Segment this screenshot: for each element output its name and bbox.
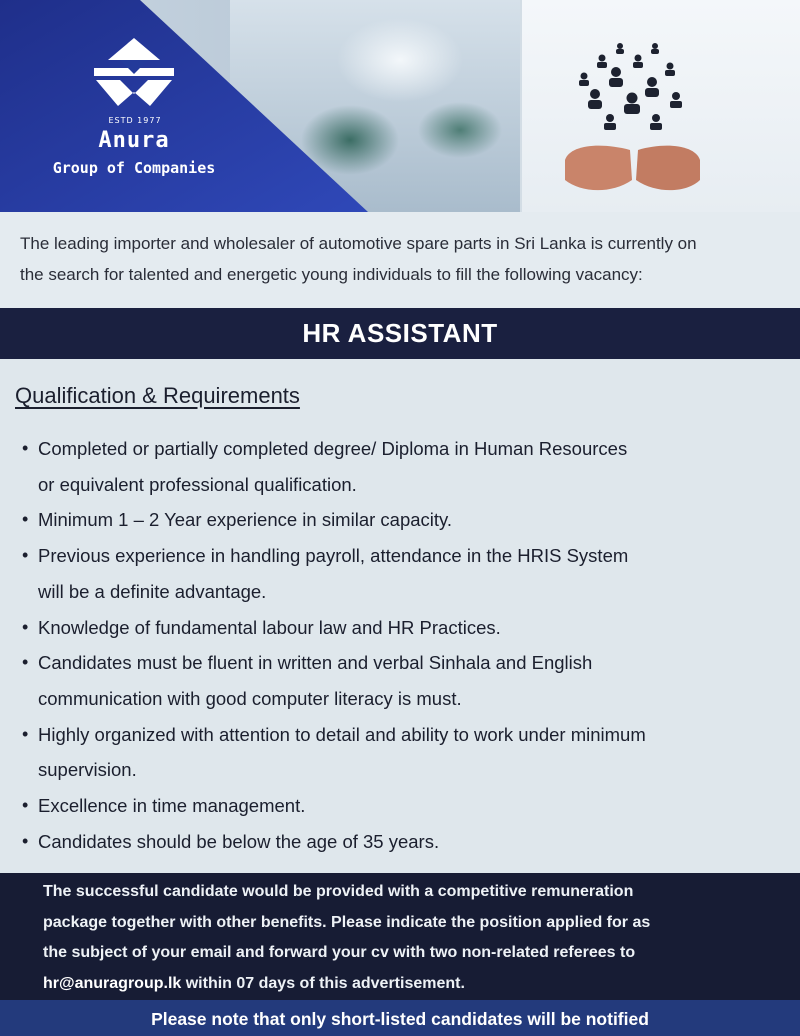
people-network-icon: [570, 38, 690, 138]
requirement-line: • Minimum 1 – 2 Year experience in similar capacity.: [38, 509, 453, 531]
requirement-line: communication with good computer literacy is must.: [38, 687, 462, 709]
requirement-line: supervision.: [38, 759, 137, 781]
footer-line: [43, 969, 780, 1000]
intro-line: the search for talented and energetic young individuals to fill the following vacancy:: [20, 265, 643, 284]
shortlist-notice: Please note that only short-listed candidates will be notified: [0, 1000, 800, 1036]
requirement-line: or equivalent professional qualification.: [38, 473, 357, 495]
requirement-item: [22, 431, 792, 502]
intro-text: [0, 212, 800, 308]
requirement-line: will be a definite advantage.: [38, 580, 267, 602]
requirement-line: • Knowledge of fundamental labour law and HR Practices.: [38, 616, 501, 638]
requirements-list: [22, 431, 792, 859]
cupped-hands-icon: [560, 140, 710, 200]
intro-line: The leading importer and wholesaler of automotive spare parts in Sri Lanka is currently on: [20, 234, 697, 253]
anura-logo-icon: [90, 38, 178, 110]
requirement-item: [22, 645, 792, 716]
requirement-line: • Previous experience in handling payroll, attendance in the HRIS System: [38, 545, 629, 567]
requirements-section: [0, 359, 800, 873]
email-link[interactable]: hr@anuragroup.lk: [43, 974, 182, 992]
requirement-item: [22, 717, 792, 788]
brand-subtitle: Group of Companies: [52, 159, 216, 177]
footer-line-rest: within 07 days of this advertisement.: [181, 974, 465, 992]
requirement-line: • Completed or partially completed degree/ Diploma in Human Resources: [38, 438, 628, 459]
header-banner: [0, 0, 800, 212]
footer-line: the subject of your email and forward your cv with two non-related referees to: [43, 944, 636, 962]
requirements-heading: Qualification & Requirements: [15, 383, 300, 408]
blue-triangle: [0, 0, 370, 212]
requirement-line: • Highly organized with attention to detail and ability to work under minimum: [38, 723, 646, 745]
requirement-line: • Excellence in time management.: [38, 795, 306, 817]
requirement-item: [22, 788, 792, 824]
requirement-item: [22, 824, 792, 860]
brand-name: Anura: [98, 128, 170, 153]
requirement-line: • Candidates should be below the age of 35 years.: [38, 830, 440, 852]
requirement-item: [22, 502, 792, 538]
requirement-line: • Candidates must be fluent in written and verbal Sinhala and English: [38, 652, 593, 674]
application-instructions: [0, 873, 800, 1000]
requirement-item: [22, 538, 792, 609]
footer-line: package together with other benefits. Please indicate the position applied for as: [43, 913, 651, 931]
established-year: ESTD 1977: [108, 116, 162, 125]
job-title: HR ASSISTANT: [0, 308, 800, 359]
requirement-item: [22, 610, 792, 646]
footer-line: The successful candidate would be provided with a competitive remuneration: [43, 883, 634, 900]
